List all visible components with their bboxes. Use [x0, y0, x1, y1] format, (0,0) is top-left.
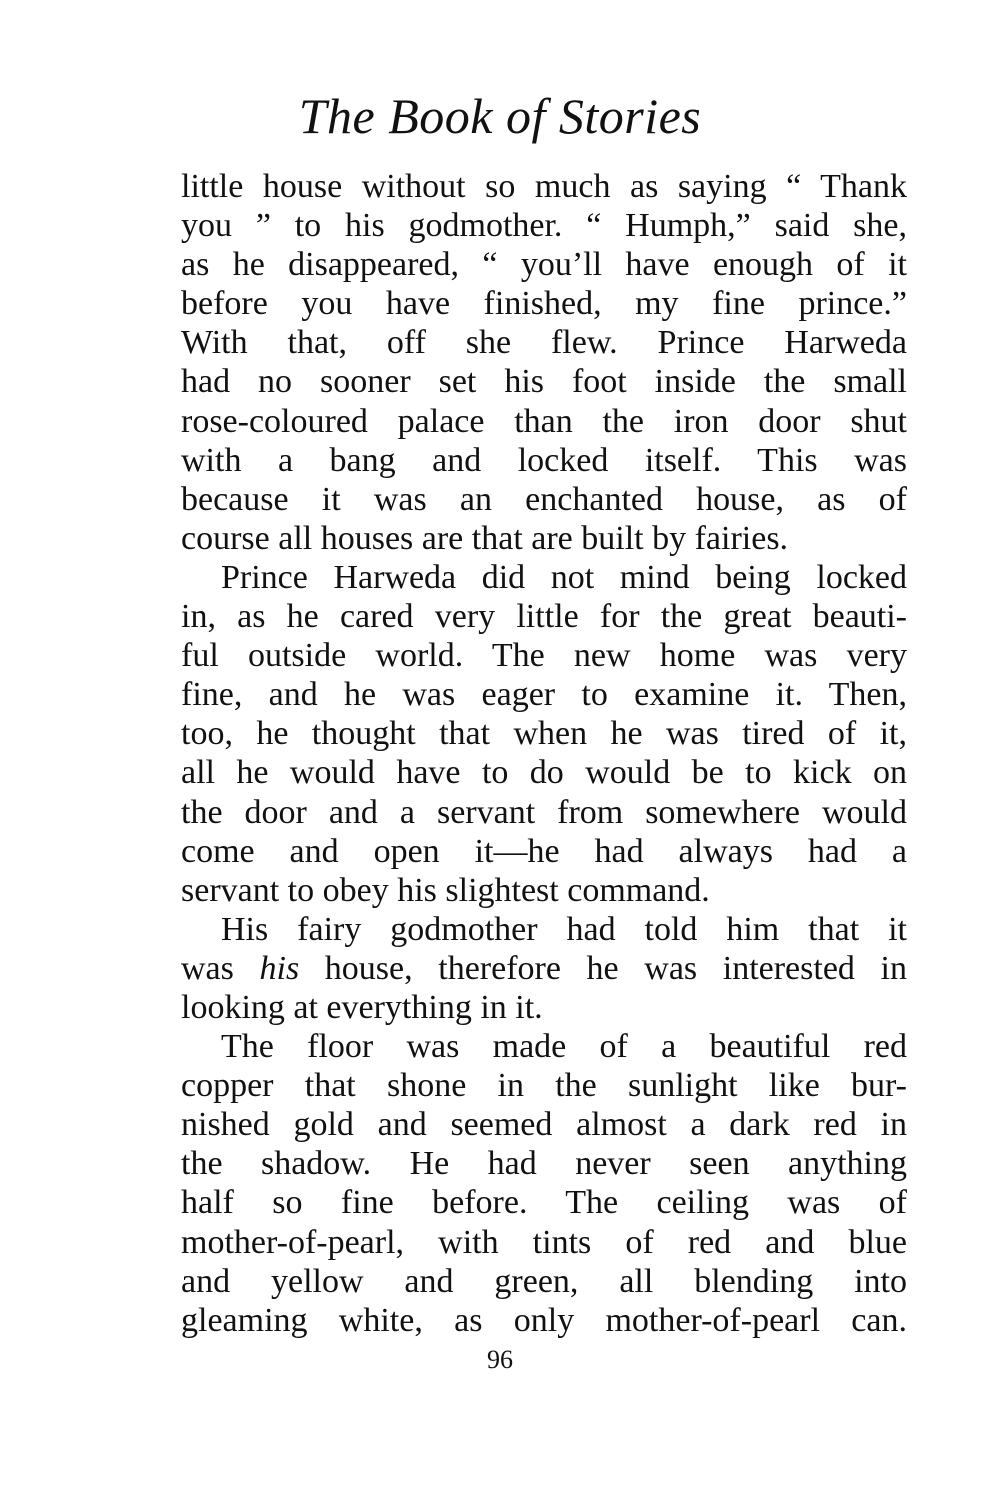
- text-line: half so fine before. The ceiling was of: [181, 1184, 907, 1222]
- text-line: with a bang and locked itself. This was: [181, 441, 907, 479]
- text-line: because it was an enchanted house, as of: [181, 480, 907, 518]
- text-line: all he would have to do would be to kick on: [181, 754, 907, 792]
- italic-word: his: [259, 949, 300, 987]
- text-fragment: was: [181, 949, 260, 987]
- text-line: His fairy godmother had told him that it: [221, 910, 907, 948]
- text-line: before you have finished, my fine prince.”: [181, 285, 907, 323]
- text-line: as he disappeared, “ you’ll have enough of it: [181, 246, 907, 284]
- text-line: gleaming white, as only mother-of-pearl can.: [181, 1301, 907, 1339]
- text-line: the shadow. He had never seen anything: [181, 1145, 907, 1183]
- text-line: servant to obey his slightest command.: [181, 871, 710, 909]
- text-line: looking at everything in it.: [181, 988, 543, 1026]
- text-line: copper that shone in the sunlight like bur-: [181, 1067, 907, 1105]
- text-line: rose-coloured palace than the iron door shut: [181, 402, 907, 440]
- text-fragment: house, therefore he was interested in: [299, 949, 907, 987]
- text-line: had no sooner set his foot inside the small: [181, 363, 907, 401]
- text-line: The floor was made of a beautiful red: [221, 1028, 907, 1066]
- text-line: With that, off she flew. Prince Harweda: [181, 324, 907, 362]
- running-head-title: The Book of Stories: [298, 88, 702, 144]
- text-line: little house without so much as saying “ Thank: [181, 168, 907, 205]
- text-line: [181, 949, 907, 988]
- text-line: in, as he cared very little for the great beauti-: [181, 598, 907, 636]
- text-line: too, he thought that when he was tired of it,: [181, 715, 907, 753]
- text-line: the door and a servant from somewhere would: [181, 793, 907, 831]
- body-text: [181, 167, 907, 1340]
- text-line: fine, and he was eager to examine it. Then,: [181, 676, 907, 714]
- page-number: 96: [487, 1345, 513, 1374]
- text-line: come and open it—he had always had a: [181, 832, 907, 870]
- text-line: and yellow and green, all blending into: [181, 1262, 907, 1300]
- text-line: nished gold and seemed almost a dark red in: [181, 1106, 907, 1144]
- text-line: mother-of-pearl, with tints of red and blue: [181, 1223, 907, 1261]
- text-line: Prince Harweda did not mind being locked: [221, 558, 907, 596]
- text-line: course all houses are that are built by fairies.: [181, 519, 789, 557]
- text-line: you ” to his godmother. “ Humph,” said she,: [181, 207, 907, 245]
- text-line: ful outside world. The new home was very: [181, 637, 907, 675]
